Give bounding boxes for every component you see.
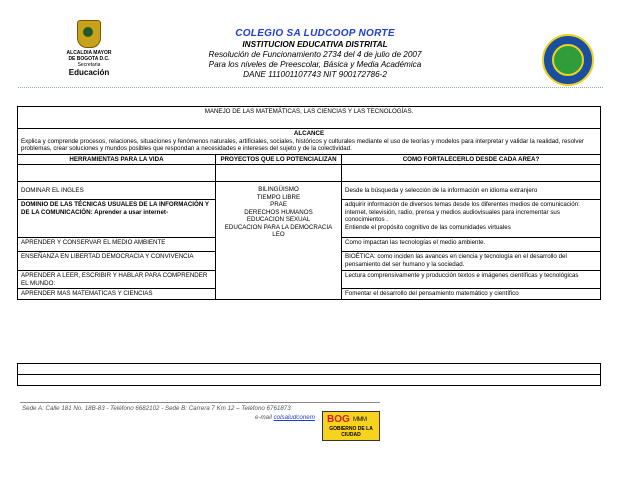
project-item: EDUCACION SEXUAL (246, 216, 311, 223)
empty-cell (216, 165, 342, 182)
empty-box-lower (17, 374, 601, 386)
project-item: TIEMPO LIBRE (256, 193, 301, 201)
alcance-text: Explica y comprende procesos, relaciones, situaciones y fenómenos naturales, artificiales, sociales, históricos y culturales mediante el uso de teorías y modelos para interpretar y validar la realidad, resolver problemas, crear soluciones y mundos posibles que respondan a necesidades e intereses del sujeto y de la colectividad. (21, 137, 584, 152)
alcaldia-logo (64, 20, 114, 77)
how-cell: Fomentar el desarrollo del pensamiento matemático y científico (342, 289, 601, 300)
dane-line: DANE 111001107743 NIT 900172786-2 (243, 70, 387, 79)
secretaria-label: Secretaria (77, 62, 101, 68)
document-header (150, 28, 480, 80)
table-title: MANEJO DE LAS MATEMÁTICAS, LAS CIENCIAS Y LAS TECNOLOGÍAS. (18, 107, 601, 129)
tool-cell: DOMINIO DE LAS TÉCNICAS USUALES DE LA INFORMACIÓN Y DE LA COMUNICACIÓN: Aprender a usar internet- (18, 200, 216, 238)
curriculum-table (17, 106, 601, 300)
column-header: PROYECTOS QUE LO POTENCIALIZAN (216, 154, 342, 165)
tool-cell: DOMINAR EL INGLES (18, 182, 216, 200)
bog-logo-caption: GOBIERNO DE LA CIUDAD (329, 426, 373, 438)
footer-email (255, 414, 315, 421)
project-item: DERECHOS HUMANOS (244, 208, 313, 216)
bog-logo-main: BOG (327, 414, 350, 425)
how-cell: BIOÉTICA: como inciden las avances en ciencia y tecnología en el desarrollo del pensamiento del ser humano y la sociedad. (342, 252, 601, 271)
school-subtitle: INSTITUCION EDUCATIVA DISTRITAL (242, 40, 388, 49)
how-cell: adquirir información de diversos temas desde los diferentes medios de comunicación: internet, televisión, radio, prensa y medios audiovisuales para incrementar sus conocimientos . Entiende el propósito cognitivo de las comunidades virtuales (342, 200, 601, 238)
alcaldia-line1: ALCALDIA MAYOR (66, 50, 112, 56)
how-cell: Lectura comprensivamente y producción textos e imágenes científicas y tecnológicas (342, 271, 601, 289)
resolution-line: Resolución de Funcionamiento 2734 del 4 de julio de 2007 (208, 50, 422, 59)
header-divider (18, 87, 603, 88)
levels-line: Para los niveles de Preescolar, Básica y Media Académica (208, 60, 422, 69)
project-item: EDUCACION PARA LA DEMOCRACIA (224, 223, 333, 231)
footer-divider (20, 402, 380, 403)
project-item: LEO (272, 231, 285, 238)
email-link[interactable]: colsaludconem (273, 414, 315, 421)
column-header: COMO FORTALECERLO DESDE CADA AREA? (342, 154, 601, 165)
bogota-crest-icon (77, 20, 101, 48)
alcance-label: ALCANCE (293, 130, 325, 137)
tool-cell: ENSEÑANZA EN LIBERTAD DEMOCRACIA Y CONVIVENCIA (18, 252, 216, 271)
how-cell: Desde la búsqueda y selección de la información en idioma extranjero (342, 182, 601, 200)
alcaldia-line2: DE BOGOTA D.C. (68, 56, 110, 62)
tool-cell: APRENDER MAS MATEMATICAS Y CIENCIAS (18, 289, 216, 300)
empty-cell (342, 165, 601, 182)
educacion-label: Educación (68, 68, 110, 77)
footer-address: Sede A: Calle 181 No. 18B-83 - Teléfono 6682102 - Sede B: Carrera 7 Km 12 – Teléfono 6761873 (22, 405, 291, 412)
how-cell: Como impactan las tecnologías el medio ambiente. (342, 238, 601, 252)
bog-logo (322, 411, 380, 441)
tool-cell: APRENDER Y CONSERVAR EL MEDIO AMBIENTE (18, 238, 216, 252)
projects-cell (216, 182, 342, 300)
email-label: e-mail (255, 414, 274, 421)
project-item: PRAE (270, 201, 287, 208)
empty-cell (18, 165, 216, 182)
project-item: BILINGÜISMO (258, 186, 299, 193)
school-seal-icon (542, 34, 594, 86)
column-header: HERRAMIENTAS PARA LA VIDA (18, 154, 216, 165)
tool-cell: APRENDER A LEER, ESCRIBIR Y HABLAR PARA COMPRENDER EL MUNDO: (18, 271, 216, 289)
bog-logo-mark: MMM (353, 417, 367, 423)
school-name: COLEGIO SA LUDCOOP NORTE (235, 28, 395, 39)
alcance-cell (18, 129, 601, 155)
